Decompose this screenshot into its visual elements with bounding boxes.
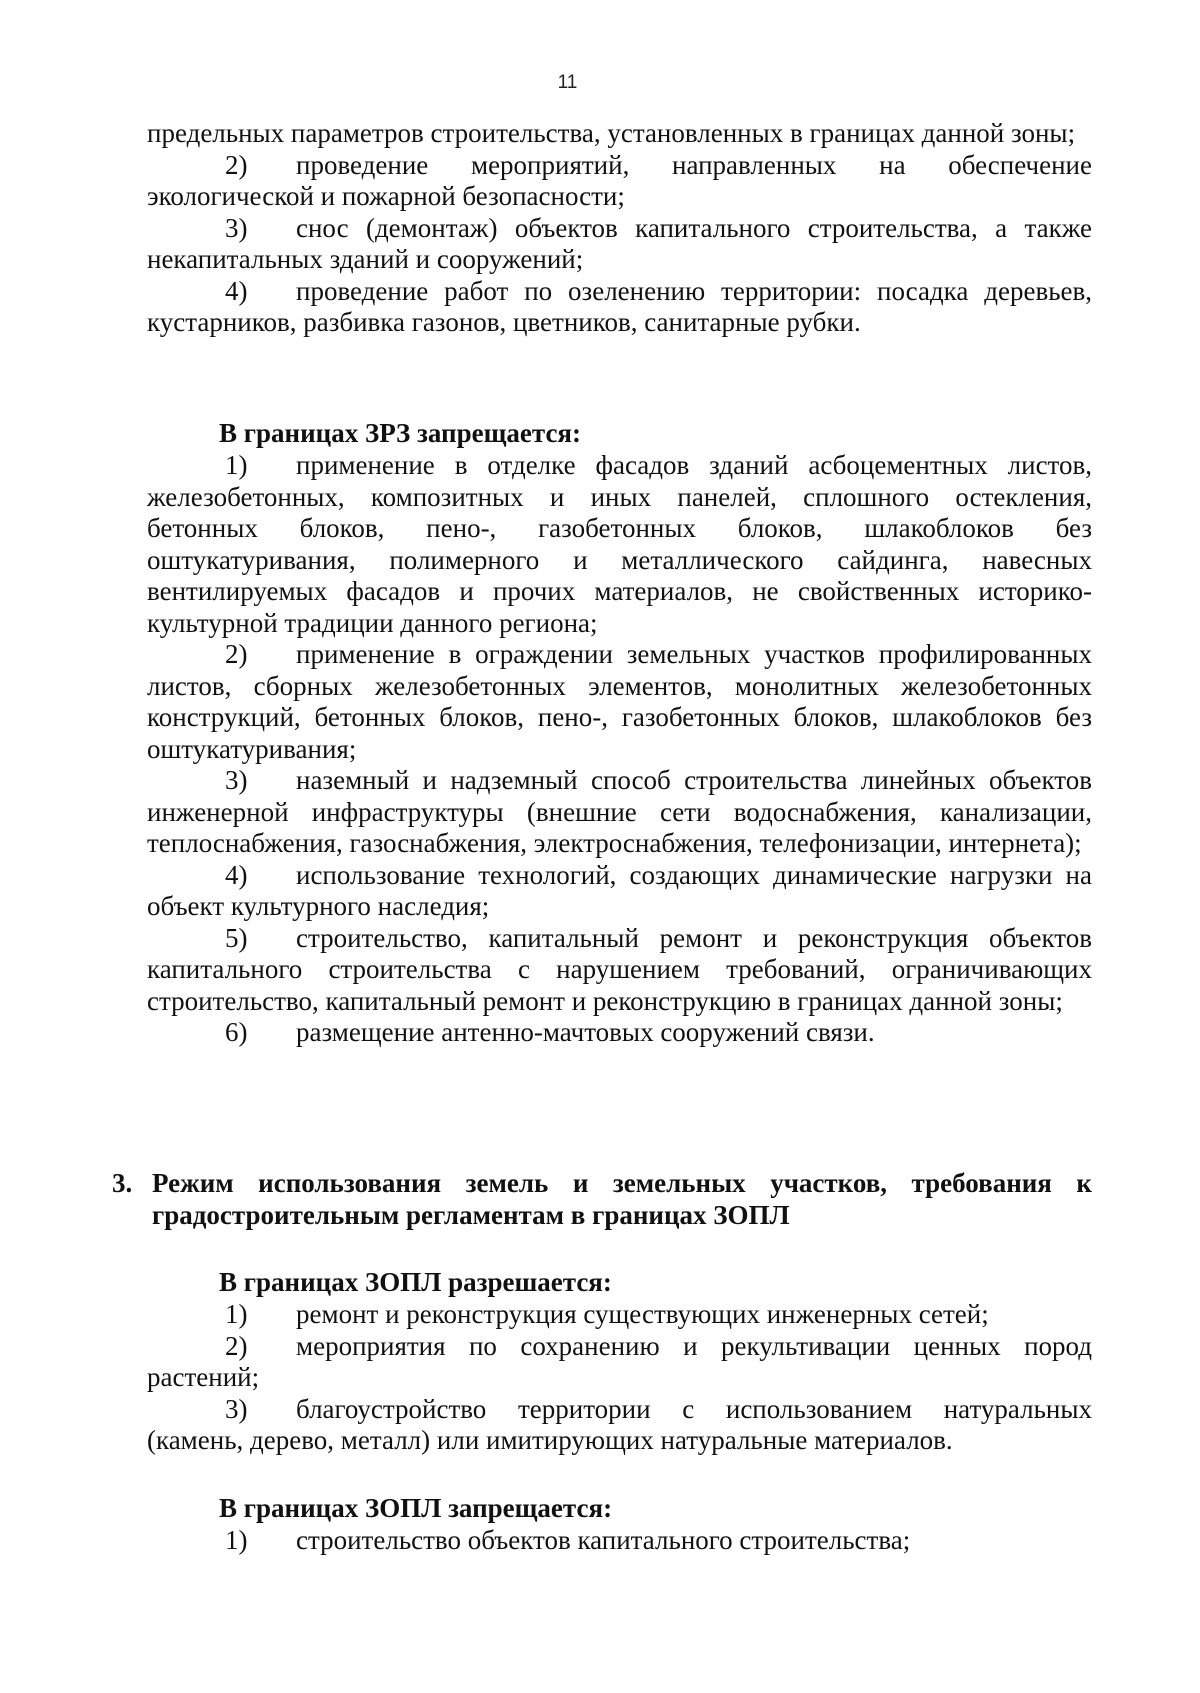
list-item: [147, 1299, 1092, 1331]
item-number: 5): [225, 922, 248, 953]
list-item: [147, 765, 1092, 860]
paragraph-continuation: предельных параметров строительства, установленных в границах данной зоны;: [147, 118, 1076, 148]
page-number: 11: [557, 72, 578, 93]
item-text: применение в отделке фасадов зданий асбоцементных листов, железобетонных, композитных и иных панелей, сплошного остекления, бетонных блоков, пено-, газобетонных блоков, шлакоблоков без оштукатуривания, полимерного и металлического сайдинга, навесных вентилируемых фасадов и прочих материалов, не свойственных историко-культурной традиции данного региона;: [147, 450, 1092, 638]
item-number: 1): [225, 1299, 248, 1329]
item-number: 4): [225, 859, 248, 890]
item-text: применение в ограждении земельных участков профилированных листов, сборных железобетонных элементов, монолитных железобетонных конструкций, бетонных блоков, пено-, газобетонных блоков, шлакоблоков без оштукатуривания;: [147, 639, 1092, 764]
list-item: [147, 639, 1092, 765]
item-text: мероприятия по сохранению и рекультивации ценных пород растений;: [147, 1330, 1092, 1392]
item-text: размещение антенно-мачтовых сооружений связи.: [296, 1017, 875, 1047]
text-block-zopl-allowed: [147, 1299, 1092, 1457]
list-item: [147, 860, 1092, 923]
list-item: [147, 923, 1092, 1018]
list-item: [147, 450, 1092, 639]
text-block-permitted-continued: [147, 118, 1092, 339]
zrz-prohibited-heading: В границах ЗРЗ запрещается:: [219, 418, 582, 448]
item-text: строительство, капитальный ремонт и реконструкция объектов капитального строительства с нарушением требований, ограничивающих строительство, капитальный ремонт и реконструкцию в границах данной зоны;: [147, 922, 1092, 1016]
list-item: [147, 1331, 1092, 1394]
item-text: проведение работ по озеленению территории: посадка деревьев, кустарников, разбивка газонов, цветников, санитарные рубки.: [147, 275, 1092, 337]
list-item: [147, 1525, 1092, 1557]
section-number: 3.: [112, 1168, 133, 1198]
item-number: 6): [225, 1017, 248, 1047]
item-number: 1): [225, 450, 248, 480]
list-item: [147, 1394, 1092, 1457]
list-item: [147, 213, 1092, 276]
item-number: 2): [225, 149, 248, 180]
item-text: благоустройство территории с использованием натуральных (камень, дерево, металл) или имитирующих натуральные материалов.: [147, 1393, 1092, 1455]
item-number: 4): [225, 275, 248, 306]
item-text: наземный и надземный способ строительства линейных объектов инженерной инфраструктуры (внешние сети водоснабжения, канализации, теплоснабжения, газоснабжения, электроснабжения, телефонизации, интернета);: [147, 765, 1092, 858]
item-number: 1): [225, 1525, 248, 1555]
text-block-zopl-prohibited: [147, 1525, 1092, 1557]
zopl-prohibited-heading: В границах ЗОПЛ запрещается:: [219, 1493, 613, 1523]
item-text: ремонт и реконструкция существующих инженерных сетей;: [296, 1299, 989, 1329]
item-number: 2): [225, 639, 248, 669]
list-item: [147, 1017, 1092, 1049]
item-text: проведение мероприятий, направленных на обеспечение экологической и пожарной безопасности;: [147, 149, 1092, 211]
item-number: 2): [225, 1330, 248, 1361]
item-number: 3): [225, 765, 248, 795]
section-3-heading: [112, 1168, 1092, 1231]
text-block-zrz-prohibited: [147, 450, 1092, 1049]
item-text: строительство объектов капитального строительства;: [296, 1525, 911, 1555]
item-text: использование технологий, создающих динамические нагрузки на объект культурного наследия;: [147, 859, 1092, 921]
item-number: 3): [225, 1393, 248, 1424]
zopl-allowed-heading: В границах ЗОПЛ разрешается:: [219, 1267, 612, 1297]
list-item: [147, 276, 1092, 339]
item-text: снос (демонтаж) объектов капитального строительства, а также некапитальных зданий и сооружений;: [147, 212, 1092, 274]
section-title: Режим использования земель и земельных участков, требования к градостроительным регламентам в границах ЗОПЛ: [152, 1168, 1092, 1230]
list-item: [147, 150, 1092, 213]
item-number: 3): [225, 212, 248, 243]
